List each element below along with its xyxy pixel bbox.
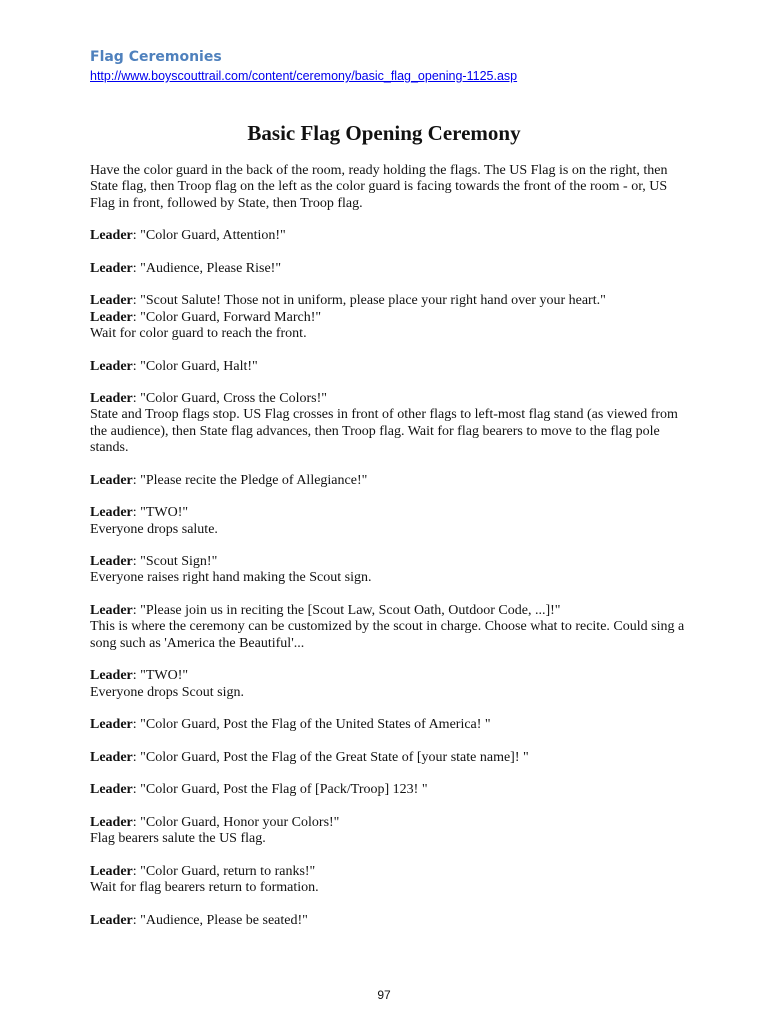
stage-direction: stands. xyxy=(90,440,129,456)
leader-command: : "Color Guard, Halt!" xyxy=(132,358,258,374)
speaker-label: Leader xyxy=(90,391,133,407)
leader-line xyxy=(90,750,690,766)
ceremony-script xyxy=(90,163,690,945)
leader-line xyxy=(90,913,690,929)
stage-direction: Everyone raises right hand making the Scout sign. xyxy=(90,570,372,586)
leader-line xyxy=(90,505,690,521)
stage-direction: song such as 'America the Beautiful'... xyxy=(90,635,305,651)
speaker-label: Leader xyxy=(90,358,133,374)
page-header xyxy=(90,47,690,85)
ceremony-step xyxy=(90,359,690,375)
ceremony-step xyxy=(90,473,690,489)
intro-line: Have the color guard in the back of the room, ready holding the flags. The US Flag is on the right, then xyxy=(90,163,668,178)
speaker-label: Leader xyxy=(90,603,133,619)
leader-line xyxy=(90,815,690,831)
leader-line xyxy=(90,261,690,277)
speaker-label: Leader xyxy=(90,260,133,276)
source-link[interactable]: http://www.boyscouttrail.com/content/ceremony/basic_flag_opening-1125.asp xyxy=(90,69,518,83)
speaker-label: Leader xyxy=(90,309,133,325)
leader-command: : "Audience, Please be seated!" xyxy=(132,912,308,928)
intro-paragraph xyxy=(90,163,690,212)
leader-command: : "Color Guard, return to ranks!" xyxy=(132,863,316,879)
document-title: Basic Flag Opening Ceremony xyxy=(247,121,521,145)
leader-command: : "Audience, Please Rise!" xyxy=(132,260,282,276)
leader-command: : "Color Guard, Post the Flag of the Great State of [your state name]! " xyxy=(132,749,529,765)
ceremony-step xyxy=(90,782,690,798)
page-number: 97 xyxy=(377,988,391,1002)
ceremony-step xyxy=(90,864,690,897)
leader-command: : "TWO!" xyxy=(132,668,189,684)
intro-line: Flag in front, followed by State, then Troop flag. xyxy=(90,195,363,211)
leader-line xyxy=(90,864,690,880)
leader-command: : "Please recite the Pledge of Allegiance!" xyxy=(132,472,368,488)
speaker-label: Leader xyxy=(90,717,133,733)
leader-command: : "Color Guard, Cross the Colors!" xyxy=(132,391,327,407)
stage-direction: Flag bearers salute the US flag. xyxy=(90,831,266,847)
leader-command: : "Color Guard, Attention!" xyxy=(132,228,286,244)
speaker-label: Leader xyxy=(90,814,133,830)
stage-direction: the audience), then State flag advances, then Troop flag. Wait for flag bearers to move to the flag pole xyxy=(90,423,660,439)
leader-command: : "TWO!" xyxy=(132,505,189,521)
speaker-label: Leader xyxy=(90,293,133,309)
leader-command: : "Color Guard, Honor your Colors!" xyxy=(132,814,340,830)
speaker-label: Leader xyxy=(90,472,133,488)
stage-direction: Wait for color guard to reach the front. xyxy=(90,325,307,341)
stage-direction: State and Troop flags stop. US Flag crosses in front of other flags to left-most flag stand (as viewed from xyxy=(90,407,678,423)
leader-line xyxy=(90,310,690,326)
speaker-label: Leader xyxy=(90,863,133,879)
leader-command: : "Color Guard, Post the Flag of [Pack/Troop] 123! " xyxy=(132,782,428,798)
speaker-label: Leader xyxy=(90,749,133,765)
stage-direction: Everyone drops salute. xyxy=(90,521,218,537)
leader-line xyxy=(90,717,690,733)
speaker-label: Leader xyxy=(90,782,133,798)
ceremony-step xyxy=(90,815,690,848)
leader-line xyxy=(90,359,690,375)
stage-direction: Wait for flag bearers return to formation. xyxy=(90,880,319,896)
stage-direction: This is where the ceremony can be customized by the scout in charge. Choose what to recite. Could sing a xyxy=(90,619,685,635)
leader-line xyxy=(90,228,690,244)
ceremony-step xyxy=(90,717,690,733)
stage-direction: Everyone drops Scout sign. xyxy=(90,684,244,700)
ceremony-step xyxy=(90,603,690,652)
ceremony-step xyxy=(90,668,690,701)
ceremony-step xyxy=(90,913,690,929)
leader-line xyxy=(90,603,690,619)
leader-line xyxy=(90,473,690,489)
leader-line xyxy=(90,668,690,684)
ceremony-step xyxy=(90,228,690,244)
ceremony-step xyxy=(90,554,690,587)
leader-line xyxy=(90,554,690,570)
ceremony-step xyxy=(90,261,690,277)
leader-command: : "Color Guard, Forward March!" xyxy=(132,309,322,325)
leader-line xyxy=(90,391,690,407)
leader-command: : "Scout Sign!" xyxy=(132,554,218,570)
speaker-label: Leader xyxy=(90,668,133,684)
speaker-label: Leader xyxy=(90,554,133,570)
leader-command: : "Please join us in reciting the [Scout Law, Scout Oath, Outdoor Code, ...]!" xyxy=(132,603,561,619)
intro-line: State flag, then Troop flag on the left as the color guard is facing towards the front of the room - or, US xyxy=(90,179,668,195)
ceremony-step xyxy=(90,750,690,766)
speaker-label: Leader xyxy=(90,505,133,521)
leader-command: : "Color Guard, Post the Flag of the United States of America! " xyxy=(132,717,491,733)
section-title: Flag Ceremonies xyxy=(90,49,222,65)
leader-command: : "Scout Salute! Those not in uniform, please place your right hand over your heart." xyxy=(132,293,606,309)
speaker-label: Leader xyxy=(90,912,133,928)
ceremony-step xyxy=(90,293,690,342)
leader-line xyxy=(90,782,690,798)
ceremony-step xyxy=(90,505,690,538)
ceremony-step xyxy=(90,391,690,456)
speaker-label: Leader xyxy=(90,228,133,244)
leader-line xyxy=(90,293,690,309)
